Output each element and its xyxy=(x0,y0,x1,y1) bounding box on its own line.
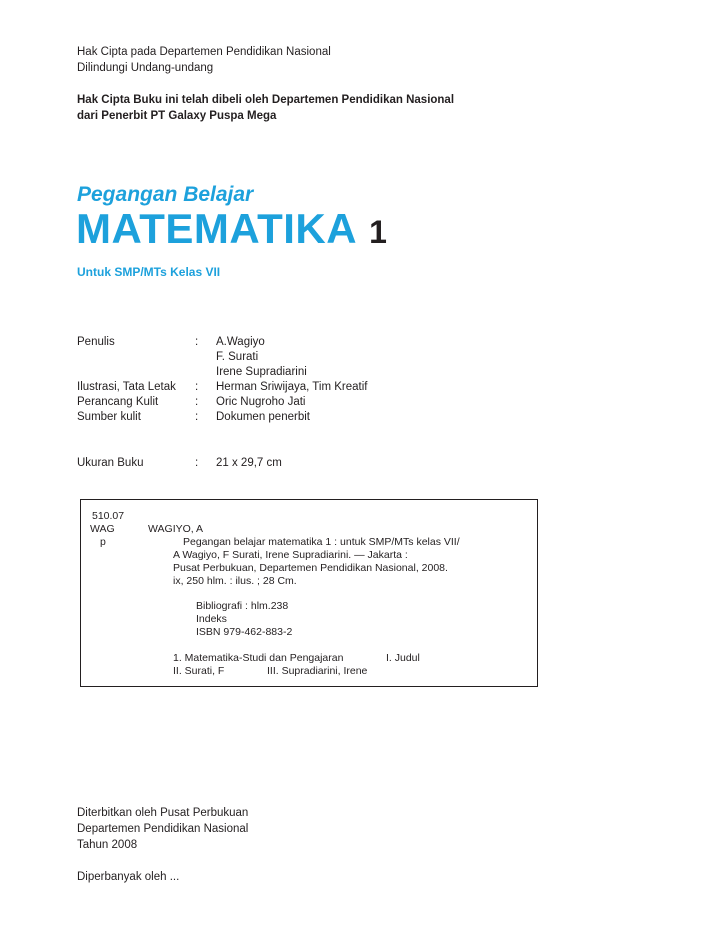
catalog-line: ix, 250 hlm. : ilus. ; 28 Cm. xyxy=(173,575,297,587)
catalog-card xyxy=(80,499,538,687)
catalog-subject: 1. Matematika-Studi dan Pengajaran xyxy=(173,652,344,664)
publisher-year: Tahun 2008 xyxy=(77,839,138,851)
credit-label: Penulis xyxy=(77,336,115,348)
book-size-colon: : xyxy=(195,457,199,469)
book-copyright-line-2: dari Penerbit PT Galaxy Puspa Mega xyxy=(77,110,277,122)
book-size-value: 21 x 29,7 cm xyxy=(216,457,282,469)
catalog-note: Bibliografi : hlm.238 xyxy=(196,600,289,612)
catalog-note: Indeks xyxy=(196,613,227,625)
credit-value: F. Surati xyxy=(216,351,259,363)
credit-colon: : xyxy=(195,381,199,393)
book-title-number: 1 xyxy=(369,214,387,250)
book-size-label: Ukuran Buku xyxy=(77,457,144,469)
catalog-line: Pusat Perbukuan, Departemen Pendidikan Nasional, 2008. xyxy=(173,562,448,574)
credit-label: Ilustrasi, Tata Letak xyxy=(77,381,176,393)
catalog-line: A Wagiyo, F Surati, Irene Supradiarini. — Jakarta : xyxy=(173,549,408,561)
credit-colon: : xyxy=(195,396,199,408)
credit-value: Herman Sriwijaya, Tim Kreatif xyxy=(216,381,368,393)
credit-value: Dokumen penerbit xyxy=(216,411,310,423)
copyright-line-2: Dilindungi Undang-undang xyxy=(77,62,214,74)
reproduced-by: Diperbanyak oleh ... xyxy=(77,871,180,883)
book-title xyxy=(76,205,387,253)
catalog-call-number: 510.07 xyxy=(92,510,125,522)
catalog-call-author: WAG xyxy=(90,523,115,535)
book-subtitle: Pegangan Belajar xyxy=(77,183,254,206)
catalog-line: Pegangan belajar matematika 1 : untuk SMP/MTs kelas VII/ xyxy=(183,536,460,548)
credit-value: Irene Supradiarini xyxy=(216,366,307,378)
catalog-subject: II. Surati, F xyxy=(173,665,225,677)
book-copyright-line-1: Hak Cipta Buku ini telah dibeli oleh Departemen Pendidikan Nasional xyxy=(77,94,455,106)
publisher-line-2: Departemen Pendidikan Nasional xyxy=(77,823,249,835)
catalog-author-heading: WAGIYO, A xyxy=(148,523,204,535)
catalog-subject: I. Judul xyxy=(386,652,420,664)
book-grade: Untuk SMP/MTs Kelas VII xyxy=(77,265,221,279)
catalog-note: ISBN 979-462-883-2 xyxy=(196,626,293,638)
credit-colon: : xyxy=(195,411,199,423)
catalog-subject: III. Supradiarini, Irene xyxy=(267,665,368,677)
publisher-line-1: Diterbitkan oleh Pusat Perbukuan xyxy=(77,807,249,819)
catalog-call-title: p xyxy=(100,536,106,548)
credit-label: Sumber kulit xyxy=(77,411,141,423)
credit-value: A.Wagiyo xyxy=(216,336,265,348)
credit-label: Perancang Kulit xyxy=(77,396,159,408)
copyright-line-1: Hak Cipta pada Departemen Pendidikan Nasional xyxy=(77,46,331,58)
book-title-main: MATEMATIKA xyxy=(76,205,358,252)
credit-colon: : xyxy=(195,336,199,348)
credit-value: Oric Nugroho Jati xyxy=(216,396,306,408)
